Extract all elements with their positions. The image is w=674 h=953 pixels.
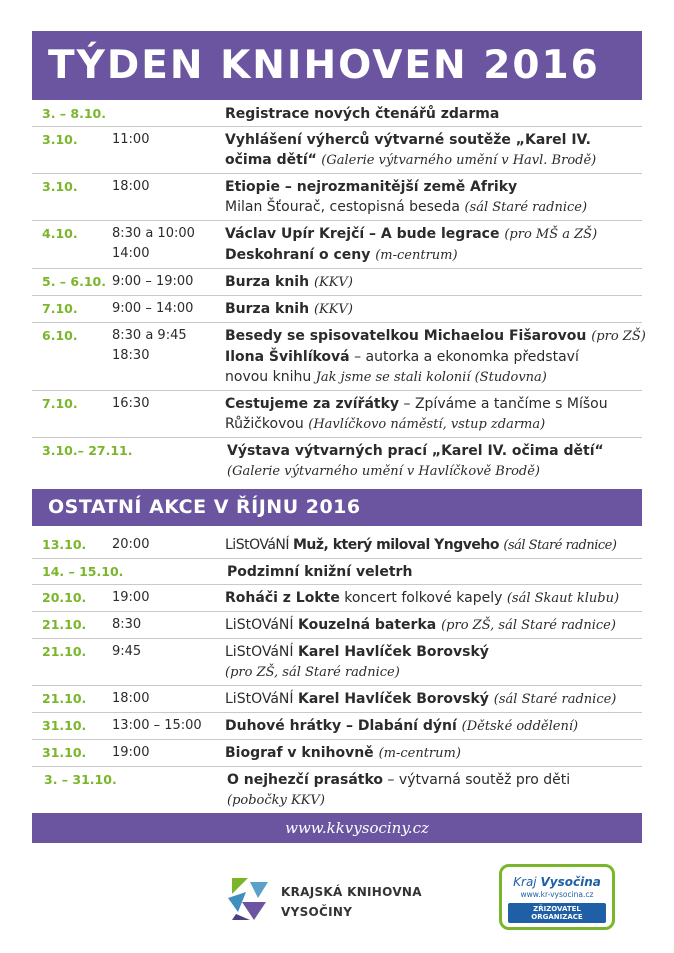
description-line: [225, 299, 642, 320]
event-description: [225, 130, 642, 171]
event-date: 3. – 8.10.: [42, 106, 106, 121]
event-name: Duhové hrátky – Dlabání dýní: [225, 718, 462, 734]
event-date: 31.10.: [42, 718, 87, 733]
event-date: 3.10.: [42, 179, 78, 194]
description-line: [225, 150, 642, 171]
event-text: LiStOVáNÍ: [225, 691, 298, 707]
description-line: [225, 197, 642, 218]
event-description: [225, 326, 646, 388]
event-row: [32, 686, 642, 713]
description-line: [225, 245, 642, 266]
kraj-vysocina-logo: [499, 864, 615, 930]
website-link[interactable]: www.kkvysociny.cz: [285, 819, 429, 837]
event-time: 18:00: [112, 691, 150, 706]
event-name: Burza knih: [225, 274, 314, 290]
event-text: – Zpíváme a tančíme s Míšou: [399, 396, 608, 412]
event-time: 8:30 a 10:00 14:00: [112, 226, 195, 261]
description-line: [225, 104, 642, 124]
event-name: Václav Upír Krejčí – A bude legrace: [225, 226, 505, 242]
event-name: Podzimní knižní veletrh: [227, 564, 413, 580]
event-description: [225, 104, 642, 124]
event-time: 19:00: [112, 590, 150, 605]
description-line: [225, 224, 642, 245]
event-name: Burza knih: [225, 301, 314, 317]
description-line: [225, 177, 642, 197]
event-venue: (pro ZŠ): [591, 329, 646, 344]
event-venue: (m-centrum): [375, 248, 458, 263]
event-name: Karel Havlíček Borovský: [297, 644, 489, 660]
event-date: 13.10.: [42, 537, 87, 552]
event-row: [32, 221, 642, 269]
event-date: 21.10.: [42, 644, 87, 659]
description-line: [225, 743, 642, 764]
event-row: [32, 559, 642, 585]
event-description: [225, 716, 642, 737]
description-line: [227, 441, 642, 461]
event-row: [32, 713, 642, 740]
event-time: 18:00: [112, 179, 150, 194]
event-date: 14. – 15.10.: [42, 564, 124, 579]
month-event-list: [32, 532, 642, 813]
event-row: [32, 767, 642, 813]
event-row: [32, 639, 642, 686]
event-row: [32, 127, 642, 174]
event-row: [32, 612, 642, 639]
event-text: LiStOVáNÍ: [225, 537, 293, 553]
event-description: [225, 224, 642, 266]
event-time: 16:30: [112, 396, 150, 411]
event-text: Růžičkovou: [225, 416, 309, 432]
description-line: [225, 394, 642, 414]
event-venue: (Galerie výtvarného umění v Havl. Brodě): [321, 153, 597, 168]
event-date: 3. – 31.10.: [44, 772, 117, 787]
event-description: [227, 562, 642, 582]
library-name: [281, 882, 422, 922]
event-venue: (Galerie výtvarného umění v Havlíčkově Brodě): [227, 464, 540, 479]
library-name-line2: VYSOČINY: [281, 905, 353, 919]
kraj-prefix: Kraj: [513, 875, 537, 889]
week-event-list: [32, 101, 646, 484]
description-line: [225, 716, 642, 737]
page-title: TÝDEN KNIHOVEN 2016: [48, 43, 600, 88]
title-banner: [32, 31, 642, 100]
kraj-url: www.kr-vysocina.cz: [520, 890, 594, 899]
event-time: 9:45: [112, 644, 142, 659]
event-time: 9:00 – 14:00: [112, 301, 194, 316]
event-time: 19:00: [112, 745, 150, 760]
description-line: [227, 562, 642, 582]
event-text: koncert folkové kapely: [339, 590, 507, 606]
library-name-line1: KRAJSKÁ KNIHOVNA: [281, 885, 422, 899]
event-description: [227, 770, 642, 811]
event-name: Výstava výtvarných prací „Karel IV. očima dětí“: [227, 443, 604, 459]
description-line: [225, 347, 646, 367]
event-name: Vyhlášení výherců výtvarné soutěže „Karel IV.: [225, 132, 591, 148]
event-time: 11:00: [112, 132, 150, 147]
event-date: 3.10.– 27.11.: [42, 443, 133, 458]
event-date: 31.10.: [42, 745, 87, 760]
event-venue: (Havlíčkovo náměstí, vstup zdarma): [308, 417, 546, 432]
event-name: Etiopie – nejrozmanitější země Afriky: [225, 179, 518, 195]
description-line: [225, 130, 642, 150]
event-description: [225, 689, 642, 710]
event-venue: (sál Skaut klubu): [506, 591, 620, 606]
event-row: [32, 532, 642, 559]
event-description: [227, 441, 642, 482]
event-date: 21.10.: [42, 691, 87, 706]
event-venue: (pro MŠ a ZŠ): [504, 227, 598, 242]
event-time: 8:30: [112, 617, 142, 632]
event-row: [32, 438, 642, 484]
kraj-name: Vysočina: [540, 875, 601, 889]
event-description: [225, 394, 642, 435]
event-description: [225, 299, 642, 320]
section-title: OSTATNÍ AKCE V ŘÍJNU 2016: [48, 496, 361, 518]
event-name: Cestujeme za zvířátky: [225, 396, 400, 412]
event-row: [32, 740, 642, 767]
description-line: [225, 326, 646, 347]
event-time: 20:00: [112, 537, 150, 552]
event-name: Biograf v knihovně: [225, 745, 379, 761]
kraj-title: [502, 875, 612, 889]
library-logo-icon: [228, 878, 268, 920]
event-name: Ilona Švihlíková: [225, 349, 350, 365]
event-text: LiStOVáNÍ: [225, 644, 298, 660]
kraj-role: ZŘIZOVATEL ORGANIZACE: [508, 903, 606, 923]
event-name: O nejhezčí prasátko: [227, 772, 384, 788]
description-line: [225, 414, 642, 435]
event-row: [32, 269, 642, 296]
event-venue: (pro ZŠ, sál Staré radnice): [441, 618, 616, 633]
event-name: Besedy se spisovatelkou Michaelou Fišarovou: [225, 328, 592, 344]
event-time: 13:00 – 15:00: [112, 718, 202, 733]
description-line: [225, 662, 642, 683]
event-description: [225, 535, 642, 556]
event-text: – výtvarná soutěž pro děti: [383, 772, 571, 788]
event-time: 9:00 – 19:00: [112, 274, 194, 289]
event-date: 7.10.: [42, 301, 78, 316]
event-row: [32, 174, 642, 221]
description-line: [225, 272, 642, 293]
description-line: [225, 588, 642, 609]
event-venue: (sál Staré radnice): [464, 200, 588, 215]
event-date: 6.10.: [42, 328, 78, 343]
event-name: Deskohraní o ceny: [225, 247, 376, 263]
description-line: [225, 367, 646, 388]
event-name: Kouzelná baterka: [297, 617, 442, 633]
event-time: 8:30 a 9:45 18:30: [112, 328, 187, 363]
event-name: Roháči z Lokte: [225, 590, 340, 606]
description-line: [225, 689, 642, 710]
event-name: Registrace nových čtenářů zdarma: [225, 106, 500, 122]
event-description: [225, 743, 642, 764]
event-row: [32, 101, 642, 127]
description-line: [225, 615, 642, 636]
event-description: [225, 588, 642, 609]
event-description: [225, 642, 642, 683]
event-text: novou knihu: [225, 369, 316, 385]
event-description: [225, 615, 642, 636]
event-venue: (Dětské oddělení): [461, 719, 579, 734]
event-text: Milan Šťourač, cestopisná beseda: [225, 199, 465, 215]
description-line: [227, 461, 642, 482]
event-venue: (sál Staré radnice): [493, 692, 617, 707]
event-venue: (m-centrum): [378, 746, 461, 761]
event-name: očima dětí“: [225, 152, 317, 168]
event-text: LiStOVáNÍ: [225, 617, 298, 633]
description-line: [227, 770, 642, 790]
event-date: 21.10.: [42, 617, 87, 632]
event-row: [32, 296, 642, 323]
description-line: [225, 642, 642, 662]
section-banner: [32, 489, 642, 526]
description-line: [227, 790, 642, 811]
url-banner: [32, 813, 642, 843]
event-time: [112, 104, 225, 124]
event-venue: (KKV): [313, 275, 353, 290]
event-venue: (sál Staré radnice): [503, 538, 617, 553]
event-description: [225, 177, 642, 218]
event-date: 20.10.: [42, 590, 87, 605]
event-row: [32, 323, 646, 391]
event-venue: (KKV): [313, 302, 353, 317]
event-text: – autorka a ekonomka představí: [349, 349, 579, 365]
event-venue: (pro ZŠ, sál Staré radnice): [225, 665, 400, 680]
event-venue: Jak jsme se stali kolonií (Studovna): [315, 370, 547, 385]
description-line: [225, 535, 642, 556]
event-date: 4.10.: [42, 226, 78, 241]
event-date: 3.10.: [42, 132, 78, 147]
event-name: Muž, který miloval Yngveho: [292, 537, 504, 553]
event-date: 5. – 6.10.: [42, 274, 106, 289]
event-row: [32, 585, 642, 612]
event-date: 7.10.: [42, 396, 78, 411]
event-venue: (pobočky KKV): [227, 793, 325, 808]
footer: [0, 858, 674, 938]
event-description: [225, 272, 642, 293]
event-row: [32, 391, 642, 438]
event-name: Karel Havlíček Borovský: [297, 691, 494, 707]
